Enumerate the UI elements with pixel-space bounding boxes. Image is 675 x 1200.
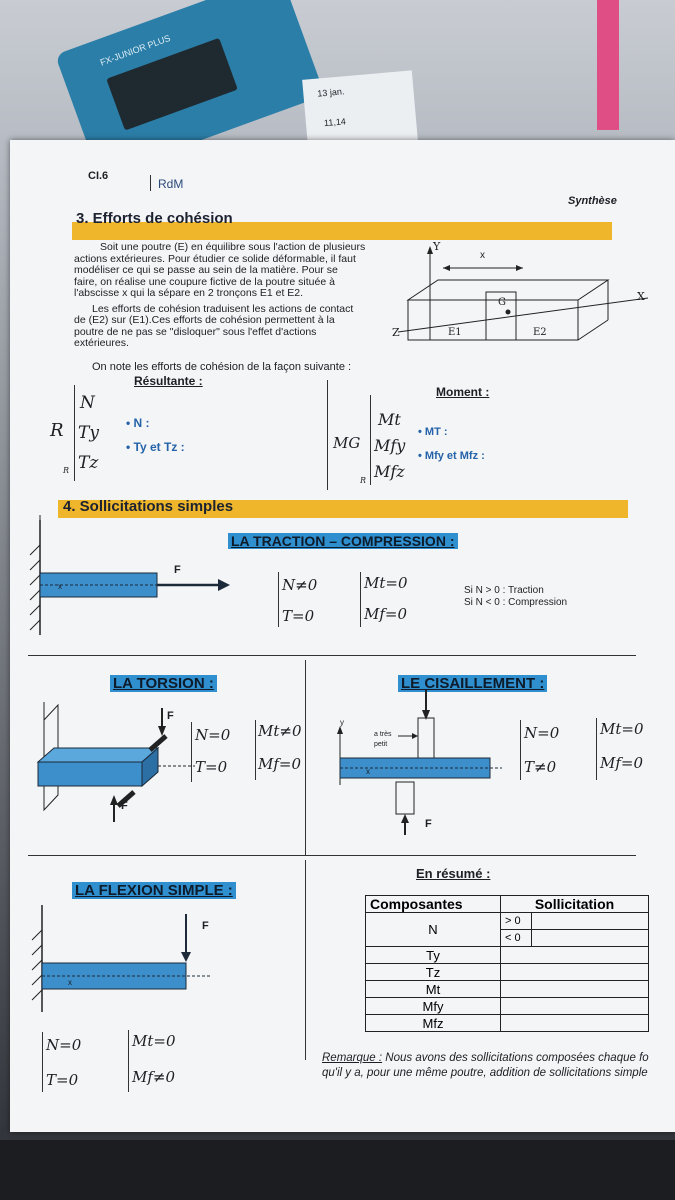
flexion-T: T=0 <box>46 1071 79 1089</box>
traction-note-1: Si N > 0 : Traction <box>464 585 544 596</box>
bullet-Mf: • Mfy et Mfz : <box>418 450 485 462</box>
cisaillement-title: LE CISAILLEMENT : <box>398 675 547 692</box>
resultante-label: Résultante : <box>134 374 203 388</box>
section3-paragraph: Soit une poutre (E) en équilibre sous l'action de plusieurs actions extérieures. Pour étudier ce solide déformable, il faut modéliser ce qui se passe au sein de la matière. Pour se faire, on réalise une coupure fictive de la poutre située à l'abscisse x qui la sépare en 2 tronçons E1 et E2. Les efforts de cohésion traduisent les actions de contact de (E2) sur (E1).Ces efforts de cohésion permettent à la poutre de ne pas se "disloquer" sous l'effet d'actions extérieures. <box>74 241 366 349</box>
R-symbol: R <box>50 420 64 441</box>
traction-T: T=0 <box>282 607 315 625</box>
traction-Mt: Mt=0 <box>364 574 408 592</box>
resume-table: Composantes Sollicitation N > 0 < 0 Ty Tz Mt Mfy Mfz <box>365 895 649 1032</box>
bullet-Mt: • MT : <box>418 426 448 438</box>
resume-title: En résumé : <box>416 866 491 881</box>
cohesion-note: On note les efforts de cohésion de la façon suivante : <box>92 361 352 373</box>
flexion-Mf: Mf≠0 <box>132 1068 176 1086</box>
torsion-N: N=0 <box>195 726 231 744</box>
traction-diagram <box>25 515 245 640</box>
MG-symbol: MG <box>333 434 361 452</box>
section3-title: 3. Efforts de cohésion <box>76 210 233 227</box>
subject: RdM <box>158 177 184 191</box>
cisaillement-Mf: Mf=0 <box>600 754 644 772</box>
torsion-Mt: Mt≠0 <box>258 722 302 740</box>
beam-diagram <box>388 240 658 352</box>
traction-title: LA TRACTION – COMPRESSION : <box>228 533 458 549</box>
course-code: CI.6 <box>88 170 109 182</box>
traction-Mf: Mf=0 <box>364 605 408 623</box>
bullet-T: • Ty et Tz : <box>126 440 185 454</box>
calculator-brand: FX-JUNIOR PLUS <box>98 32 172 68</box>
torsion-Mf: Mf=0 <box>258 755 302 773</box>
desk-note: 13 jan. 11,14 <box>302 70 418 149</box>
pink-marker <box>597 0 619 130</box>
traction-N: N≠0 <box>282 576 318 594</box>
traction-note-2: Si N < 0 : Compression <box>464 597 568 608</box>
flexion-Mt: Mt=0 <box>132 1032 176 1050</box>
cisaillement-N: N=0 <box>524 724 560 742</box>
desk-edge <box>0 1140 675 1200</box>
cisaillement-diagram <box>330 690 505 835</box>
torsion-title: LA TORSION : <box>110 675 217 692</box>
remark-line2: qu'il y a, pour une même poutre, addition de sollicitations simple <box>322 1067 648 1079</box>
cisaillement-T: T≠0 <box>524 758 557 776</box>
section4-title: 4. Sollicitations simples <box>63 498 234 515</box>
bullet-N: • N : <box>126 416 150 430</box>
remark: Remarque : Nous avons des sollicitations composées chaque fo <box>322 1052 649 1064</box>
torsion-diagram <box>30 700 200 825</box>
flexion-N: N=0 <box>46 1036 82 1054</box>
moment-label: Moment : <box>436 385 490 399</box>
cisaillement-Mt: Mt=0 <box>600 720 644 738</box>
doc-type: Synthèse <box>568 195 617 207</box>
flexion-diagram <box>28 900 213 1020</box>
flexion-title: LA FLEXION SIMPLE : <box>72 882 236 899</box>
torsion-T: T=0 <box>195 758 228 776</box>
